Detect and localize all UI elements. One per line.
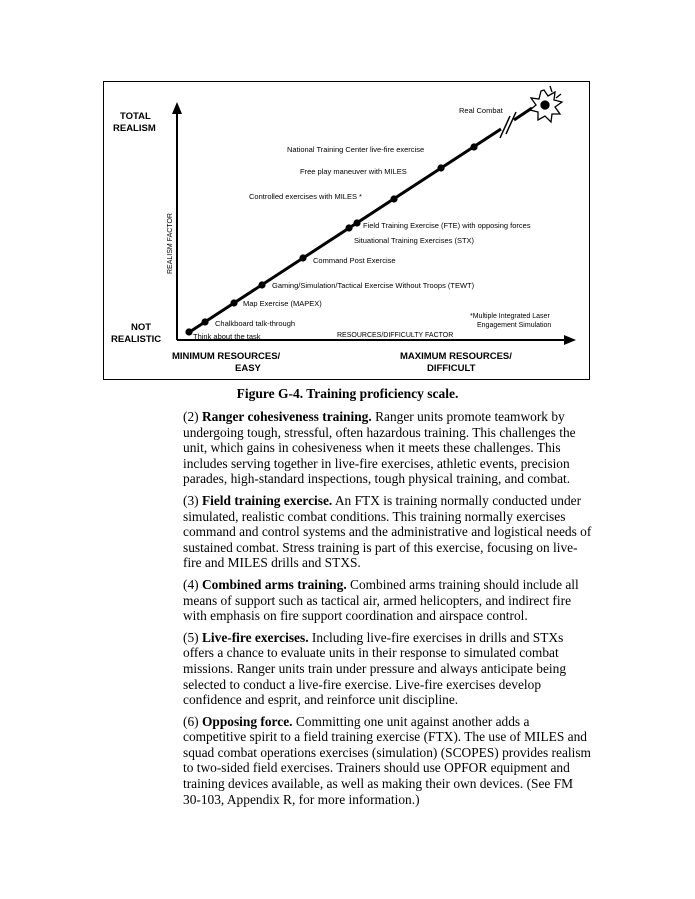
level-dot-mapex [230, 299, 237, 306]
level-dot-ntc [470, 143, 477, 150]
level-label: Map Exercise (MAPEX) [243, 299, 322, 308]
paragraph: (6) Opposing force. Committing one unit against another adds a competitive spirit to a field training exercise (FTX). The use of MILES and squad combat operations exercises (simulation) (SCOPES) provides realism to two-sided field exercises. Trainers should use OPFOR equipment and training devices available, as well as making their own devices. (See FM 30-103, Appendix R, for more information.) [183, 713, 591, 807]
minimum-resources-label: MINIMUM RESOURCES/ [172, 351, 281, 362]
paragraph-heading: Live-fire exercises. [201, 629, 309, 645]
total-realism-label: TOTAL [120, 111, 151, 122]
paragraph-heading: Ranger cohesiveness training. [201, 409, 372, 424]
level-label: Controlled exercises with MILES * [249, 192, 362, 201]
total-realism-label: REALISM [113, 123, 156, 134]
level-dot-think [185, 328, 192, 335]
figure-caption: Figure G-4. Training proficiency scale. [236, 386, 459, 401]
paragraph-heading: Combined arms training. [201, 576, 347, 592]
level-label-real-combat: Real Combat [459, 106, 503, 115]
level-label: Command Post Exercise [313, 256, 396, 265]
level-dot-chalkboard [201, 318, 208, 325]
miles-footnote: *Multiple Integrated Laser [470, 313, 550, 320]
paragraph-heading: Field training exercise. [201, 492, 333, 508]
miles-footnote: Engagement Simulation [477, 322, 552, 329]
paragraph: (3) Field training exercise. An FTX is training normally conducted under simulated, realistic combat conditions. This training normally exercises command and control systems and the administrative and logistical needs of sustained combat. Stress training is part of this exercise, focusing on live-fire and MILES drills and STXS. [183, 492, 592, 571]
level-label: Free play maneuver with MILES [300, 167, 407, 176]
paragraph: (4) Combined arms training. Combined arms training should include all means of support such as tactical air, armed helicopters, and indirect fire with emphasis on fire support coordination and airspace control. [183, 576, 579, 624]
level-dot-fte [353, 219, 360, 226]
level-dot-controlled [390, 195, 397, 202]
y-axis-arrow [172, 102, 182, 114]
paragraph: (2) Ranger cohesiveness training. Ranger units promote teamwork by undergoing tough, stressful, often hazardous training. This challenges the unit, which gains in cohesiveness when it meets these challenges. This includes serving together in live-fire exercises, athletic events, precision parades, high-standard inspections, tough physical training, and combat. [183, 409, 576, 487]
minimum-resources-label: EASY [235, 363, 261, 374]
paragraph-text: Committing one unit against another adds a competitive spirit to a field training exercise (FTX). The use of MILES and squad combat operations exercises (simulation) (SCOPES) provides realism to two-sided field exercises. Trainers should use OPFOR equipment and training devices available, as well as making their own devices. (See FM 30-103, Appendix R, for more information.) [183, 713, 591, 807]
realism-factor-label: REALISM FACTOR [167, 213, 174, 274]
level-label: Situational Training Exercises (STX) [354, 236, 475, 245]
level-label: National Training Center live-fire exercise [287, 145, 425, 154]
level-dot-free-play [437, 164, 444, 171]
proficiency-diagram [104, 82, 589, 379]
paragraph-text: Including live-fire exercises in drills and STXs offers a chance to evaluate units in their response to simulated combat missions. Ranger units train under pressure and always anticipate being selected to conduct a live-fire exercise. Live-fire exercises develop confidence and esprit, and reinforce unit discipline. [183, 629, 567, 708]
level-dot-command-post [299, 254, 306, 261]
explosion-icon [530, 86, 562, 122]
not-realistic-label: NOT [131, 322, 152, 333]
paragraph-text: Combined arms training should include all means of support such as tactical air, armed helicopters, and indirect fire with emphasis on fire support coordination and airspace control. [183, 576, 579, 624]
maximum-resources-label: MAXIMUM RESOURCES/ [400, 351, 512, 362]
paragraph-text: An FTX is training normally conducted under simulated, realistic combat conditions. This training normally exercises command and control systems and the administrative and logistical needs of sustained combat. Stress training is part of this exercise, focusing on live-fire and MILES drills and STXS. [183, 492, 592, 571]
level-dot-stx [345, 224, 352, 231]
body-text [183, 409, 593, 813]
x-axis-arrow [564, 335, 576, 345]
paragraph: (5) Live-fire exercises. Including live-fire exercises in drills and STXs offers a chance to evaluate units in their response to simulated combat missions. Ranger units train under pressure and always anticipate being selected to conduct a live-fire exercise. Live-fire exercises develop confidence and esprit, and reinforce unit discipline. [183, 629, 567, 708]
training-proficiency-figure [103, 81, 590, 380]
level-label: Chalkboard talk-through [215, 319, 296, 328]
resources-factor-label: RESOURCES/DIFFICULTY FACTOR [337, 332, 454, 339]
paragraph-text: Ranger units promote teamwork by undergoing tough, stressful, often hazardous training. This challenges the unit, which gains in cohesiveness when it meets these challenges. This includes serving together in live-fire exercises, athletic events, precision parades, high-standard inspections, tough physical training, and combat. [183, 409, 576, 487]
not-realistic-label: REALISTIC [111, 334, 162, 345]
maximum-resources-label: DIFFICULT [427, 363, 476, 374]
level-label: Gaming/Simulation/Tactical Exercise Without Troops (TEWT) [272, 281, 475, 290]
level-label: Field Training Exercise (FTE) with opposing forces [363, 221, 531, 230]
paragraph-heading: Opposing force. [201, 713, 293, 729]
level-label: Think about the task [193, 332, 261, 341]
level-dot-gaming [258, 281, 265, 288]
